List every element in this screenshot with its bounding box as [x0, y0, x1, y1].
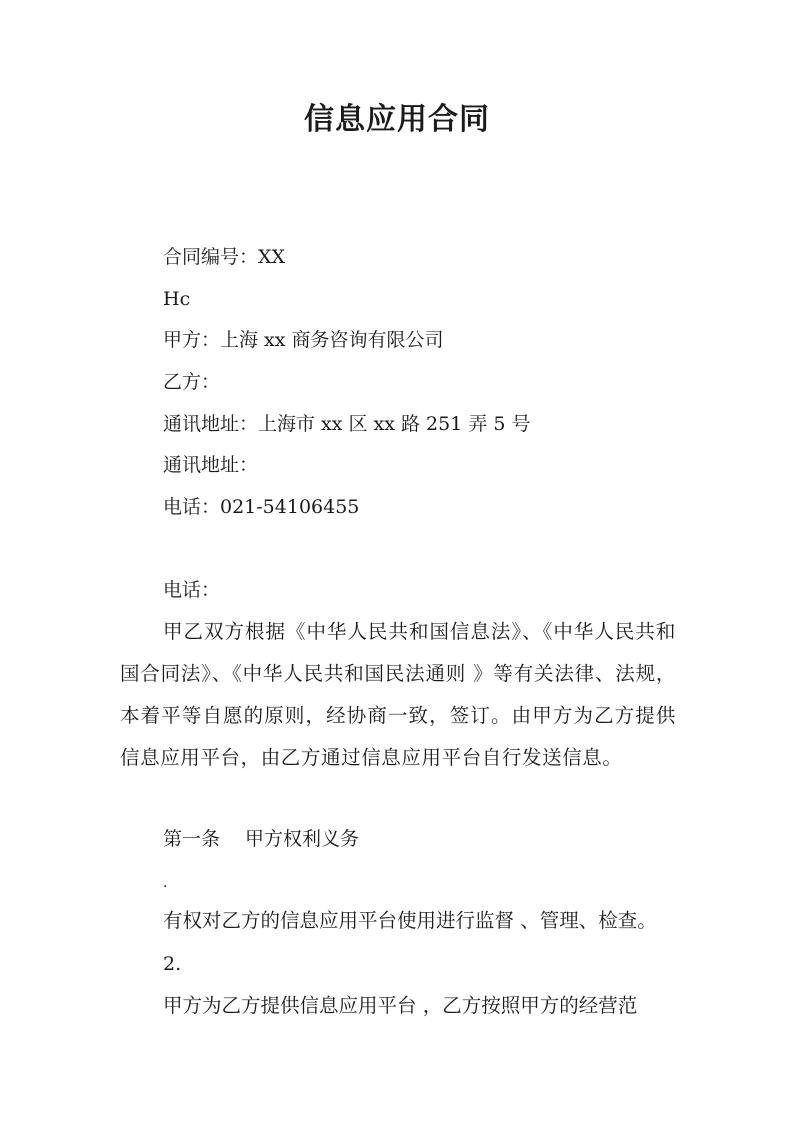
article-1-item-2-marker: 2. [163, 953, 182, 975]
party-b-address: 通讯地址： [163, 454, 259, 476]
contract-code: Hc [163, 288, 191, 310]
article-1-item-2: 甲方为乙方提供信息应用平台 ，乙方按照甲方的经营范 [163, 994, 638, 1017]
article-1-item-marker: . [163, 875, 168, 891]
intro-paragraph: 甲乙双方根据《中华人民共和国信息法》、《中华人民共和国合同法》、《中华人民共和国民法通则 》等有关法律、法规，本着平等自愿的原则，经协商一致，签订。由甲方为乙方提供信息应用平台，由乙方通过信息应用平台自行发送信息。 [120, 620, 676, 769]
document-title: 信息应用合同 [304, 102, 490, 137]
contract-number: 合同编号：XX [163, 246, 286, 268]
party-a-phone: 电话：021-54106455 [163, 496, 360, 518]
article-1-heading: 第一条 甲方权利义务 [163, 828, 360, 850]
party-b: 乙方： [163, 371, 221, 393]
party-b-phone: 电话： [163, 579, 221, 601]
article-1-item-1: 有权对乙方的信息应用平台使用进行监督 、管理、检查。 [163, 909, 657, 932]
party-a: 甲方：上海 xx 商务咨询有限公司 [163, 329, 444, 351]
party-a-address: 通讯地址：上海市 xx 区 xx 路 251 弄 5 号 [163, 413, 531, 435]
